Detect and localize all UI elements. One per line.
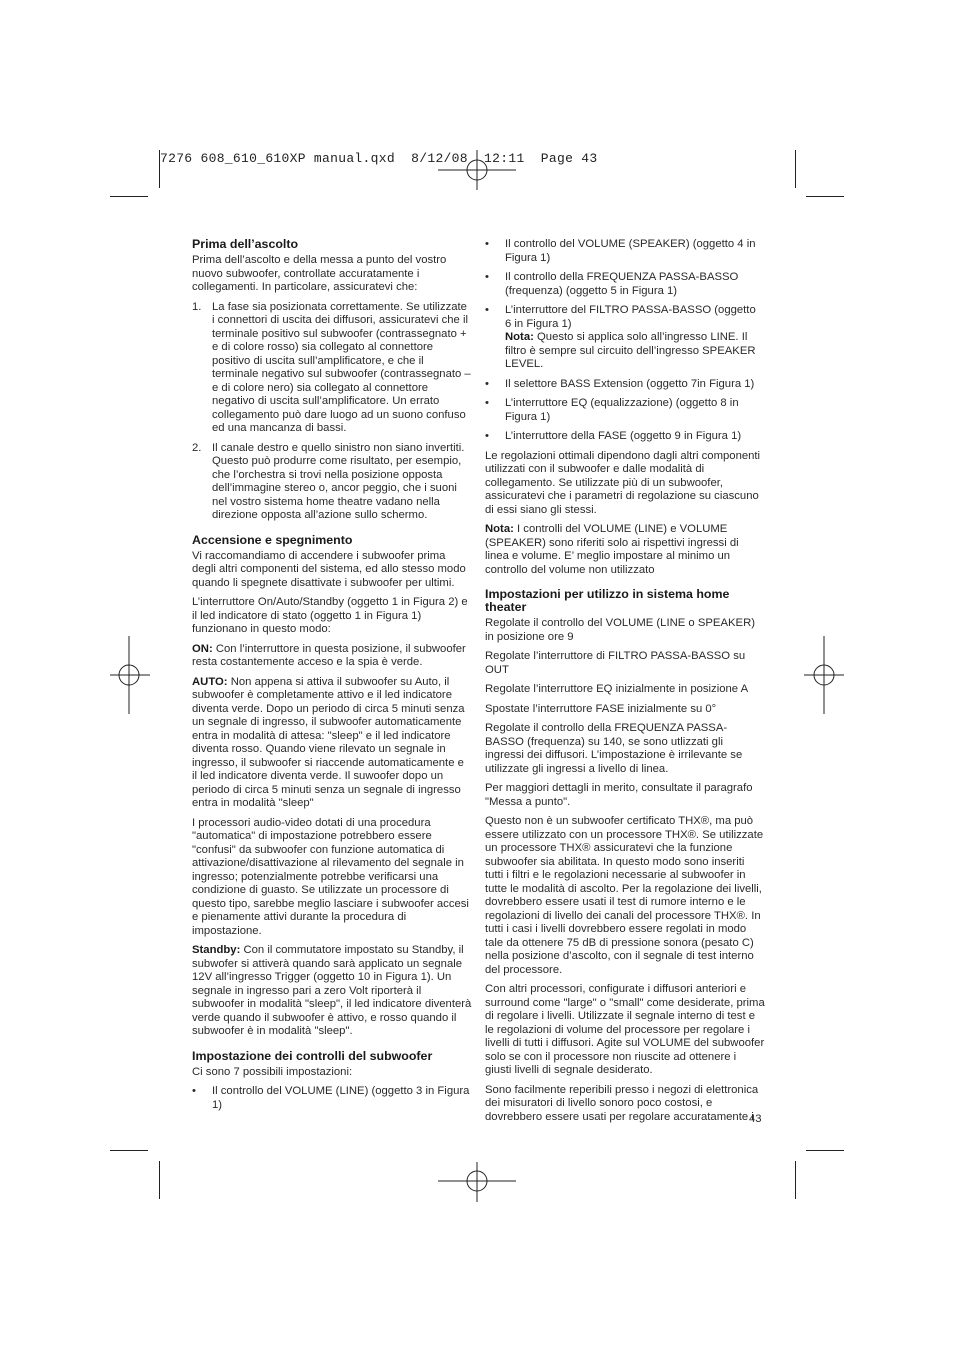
list-item bbox=[485, 304, 765, 372]
note-text: Questo si applica solo all’ingresso LINE. Il filtro è sempre sul circuito dell’ingresso SPEAKER LEVEL. bbox=[505, 331, 756, 370]
bullet-icon: • bbox=[192, 1085, 196, 1097]
paragraph: Prima dell’ascolto e della messa a punto del vostro nuovo subwoofer, controllate accuratamente i collegamenti. In particolare, assicuratevi che: bbox=[192, 254, 447, 293]
list-item-text: L’interruttore del FILTRO PASSA-BASSO (oggetto 6 in Figura 1) bbox=[505, 304, 756, 330]
section-heading: Accensione e spegnimento bbox=[192, 532, 353, 547]
bullet-icon: • bbox=[485, 397, 489, 409]
bullet-icon: • bbox=[485, 271, 489, 283]
list-item bbox=[485, 430, 765, 444]
registration-mark-icon bbox=[110, 636, 150, 714]
crop-mark bbox=[795, 150, 796, 188]
paragraph: Con altri processori, configurate i diffusori anteriori e surround come "large" o "small" come desiderate, prima di regolare i livelli. Utilizzate il segnale interno di test e le regolazioni di volume del processore per regolare i livelli di tutti i diffusori. Agite sul VOLUME del subwoofer solo se con il processore non riuscite ad ottenere i giusti livelli di segnale desiderato. bbox=[485, 983, 765, 1076]
list-item bbox=[485, 378, 765, 392]
term-label: AUTO: bbox=[192, 675, 228, 688]
bullet-icon: • bbox=[485, 430, 489, 442]
crop-mark bbox=[110, 196, 148, 197]
numbered-list bbox=[192, 301, 472, 523]
paragraph: Spostate l’interruttore FASE inizialmente su 0° bbox=[485, 702, 717, 715]
list-item-text: Il canale destro e quello sinistro non siano invertiti. Questo può produrre come risultato, per esempio, che l’orchestra si trovi nella posizione opposta dell’immagine stereo o, ancor peggio, che i suoni nel vostro sistema home theatre vadano nella direzione opposta all’azione sullo schermo. bbox=[212, 441, 465, 521]
paragraph: Questo non è un subwoofer certificato THX®, ma può essere utilizzato con un processore THX®. Se utilizzate un processore THX® assicuratevi che la funzione subwoofer sia abilitata. In questo modo sono inseriti tutti i filtri e le regolazioni necessarie al subwoofer in tutte le modalità di ascolto. Per la regolazione dei livelli, dovrebbero essere usati il test di rumore interno e le regolazioni di livello dei canali del processore THX®. In tutti i casi i livelli dovrebbero essere regolati in modo tale da ottenere 75 dB di pressione sonora (pesato C) nella posizione d’ascolto, con il segnale di test interno del processore. bbox=[485, 815, 764, 976]
list-item-text: Il controllo del VOLUME (SPEAKER) (oggetto 4 in Figura 1) bbox=[505, 238, 756, 264]
print-slug: 7276 608_610_610XP manual.qxd 8/12/08 12:11 Page 43 bbox=[160, 151, 598, 166]
list-item bbox=[485, 397, 765, 424]
paragraph bbox=[192, 944, 472, 1039]
list-item-text: L’interruttore della FASE (oggetto 9 in Figura 1) bbox=[505, 430, 742, 442]
note-label: Nota: bbox=[485, 523, 514, 535]
crop-mark bbox=[159, 1161, 160, 1199]
crop-mark bbox=[110, 1150, 148, 1151]
bullet-icon: • bbox=[485, 238, 489, 250]
paragraph: I processori audio-video dotati di una procedura "automatica" di impostazione potrebbero essere "confusi" da subwoofer con funzione automatica di attivazione/disattivazione al rilevamento del segnale in ingresso; potenzialmente potrebbe verificarsi una condizione di guasto. Se utilizzate un processore di questo tipo, sarebbe meglio lasciare i subwoofer accesi e pienamente attivi durante la procedura di impostazione. bbox=[192, 816, 469, 937]
list-item bbox=[485, 238, 765, 265]
paragraph: Le regolazioni ottimali dipendono dagli altri componenti utilizzati con il subwoofer e dalle modalità di collegamento. Se utilizzate più di un subwoofer, assicuratevi che i parametri di regolazione su ciascuno di essi siano gli stessi. bbox=[485, 449, 761, 516]
list-item bbox=[192, 301, 472, 436]
bullet-icon: • bbox=[485, 304, 489, 316]
term-text: Non appena si attiva il subwoofer su Auto, il subwoofer è completamente attivo e il led indicatore diventa verde. Dopo un periodo di circa 5 minuti senza un segnale di ingresso, il subwoofer automaticamente entra in modalità di attesa: "sleep" e il led indicatore diventa rosso. Quando viene rilevato un segnale in ingresso, il subwoofer si riaccende automaticamente e il led indicatore diventa verde. Il suwoofer dopo un periodo di circa 5 minuti senza un segnale di ingresso entra in modalità "sleep" bbox=[192, 675, 465, 809]
paragraph bbox=[192, 643, 472, 670]
list-item-text: La fase sia posizionata correttamente. Se utilizzate i connettori di uscita dei diffusori, assicuratevi che il terminale positivo sul subwoofer (contrassegnato + e di colore rosso) sia collegato al connettore positivo di uscita sull’amplificatore, e che il terminale negativo sul subwoofer (contrassegnato – e di colore nero) sia collegato al connettore negativo di uscita sull’amplificatore. Un errato collegamento può dare luogo ad un suono confuso ed una mancanza di bassi. bbox=[212, 300, 471, 434]
paragraph: Regolate l’interruttore di FILTRO PASSA-BASSO su OUT bbox=[485, 650, 746, 676]
crop-mark bbox=[806, 196, 844, 197]
list-item bbox=[192, 1085, 472, 1112]
list-item-text: L’interruttore EQ (equalizzazione) (oggetto 8 in Figura 1) bbox=[505, 397, 739, 423]
bullet-list bbox=[485, 238, 765, 444]
paragraph: Regolate il controllo del VOLUME (LINE o SPEAKER) in posizione ore 9 bbox=[485, 617, 755, 643]
list-item-text: Il controllo del VOLUME (LINE) (oggetto 3 in Figura 1) bbox=[212, 1085, 470, 1111]
note-label: Nota: bbox=[505, 331, 534, 343]
right-column bbox=[485, 238, 765, 1130]
registration-mark-icon bbox=[438, 1162, 516, 1202]
section-heading: Prima dell’ascolto bbox=[192, 237, 299, 251]
list-item bbox=[485, 271, 765, 298]
section-heading: Impostazione dei controlli del subwoofer bbox=[192, 1048, 433, 1063]
paragraph bbox=[192, 676, 472, 811]
page-number: 43 bbox=[749, 1113, 762, 1125]
bullet-list bbox=[192, 1085, 472, 1112]
crop-mark bbox=[806, 1150, 844, 1151]
registration-mark-icon bbox=[804, 636, 844, 714]
paragraph: Ci sono 7 possibili impostazioni: bbox=[192, 1065, 353, 1078]
section-heading: Impostazioni per utilizzo in sistema home theater bbox=[485, 587, 730, 614]
list-number: 2. bbox=[192, 441, 202, 454]
paragraph: Regolate il controllo della FREQUENZA PASSA-BASSO (frequenza) su 140, se sono utlizzati gli ingressi dei diffusori. L’impostazione è irrilevante se utilizzate gli ingressi a livello di linea. bbox=[485, 722, 743, 775]
list-number: 1. bbox=[192, 300, 202, 313]
paragraph: Vi raccomandiamo di accendere i subwoofer prima degli altri componenti del sistema, ed allo stesso modo quando li spegnete disattivate i subwoofer per ultimi. bbox=[192, 549, 466, 589]
term-label: Standby: bbox=[192, 944, 241, 956]
paragraph: Per maggiori dettagli in merito, consultate il paragrafo "Messa a punto". bbox=[485, 782, 753, 808]
list-item-text: Il selettore BASS Extension (oggetto 7in Figura 1) bbox=[505, 377, 755, 390]
term-text: Con il commutatore impostato su Standby, il subwofer si attiverà quando sarà applicato un segnale 12V all’ingresso Trigger (oggetto 10 in Figura 1). Un segnale in ingresso pari a zero Volt riporterà il subwoofer in modalità "sleep", il led indicatore diventerà verde quando il subwoofer è attivo, e rosso quando il subwoofer è in modalità "sleep". bbox=[192, 944, 472, 1037]
left-column bbox=[192, 238, 472, 1118]
paragraph bbox=[485, 523, 765, 577]
bullet-icon: • bbox=[485, 377, 489, 390]
paragraph: Sono facilmente reperibili presso i negozi di elettronica dei misuratori di livello sonoro poco costosi, e dovrebbero essere usati per regolare accuratamente i bbox=[485, 1083, 759, 1123]
paragraph: L’interruttore On/Auto/Standby (oggetto 1 in Figura 2) e il led indicatore di stato (oggetto 1 in Figura 1) funzionano in questo modo: bbox=[192, 596, 468, 635]
term-label: ON: bbox=[192, 642, 213, 655]
note-text: I controlli del VOLUME (LINE) e VOLUME (SPEAKER) sono riferiti solo ai rispettivi ingressi di linea e volume. E’ meglio impostare al minimo un controllo del volume non utilizzato bbox=[485, 523, 739, 576]
crop-mark bbox=[795, 1161, 796, 1199]
paragraph: Regolate l’interruttore EQ inizialmente in posizione A bbox=[485, 683, 749, 695]
term-text: Con l’interruttore in questa posizione, il subwoofer resta costantemente acceso e la spia è verde. bbox=[192, 642, 466, 668]
list-item-text: Il controllo della FREQUENZA PASSA-BASSO (frequenza) (oggetto 5 in Figura 1) bbox=[505, 271, 739, 297]
list-item bbox=[192, 442, 472, 523]
